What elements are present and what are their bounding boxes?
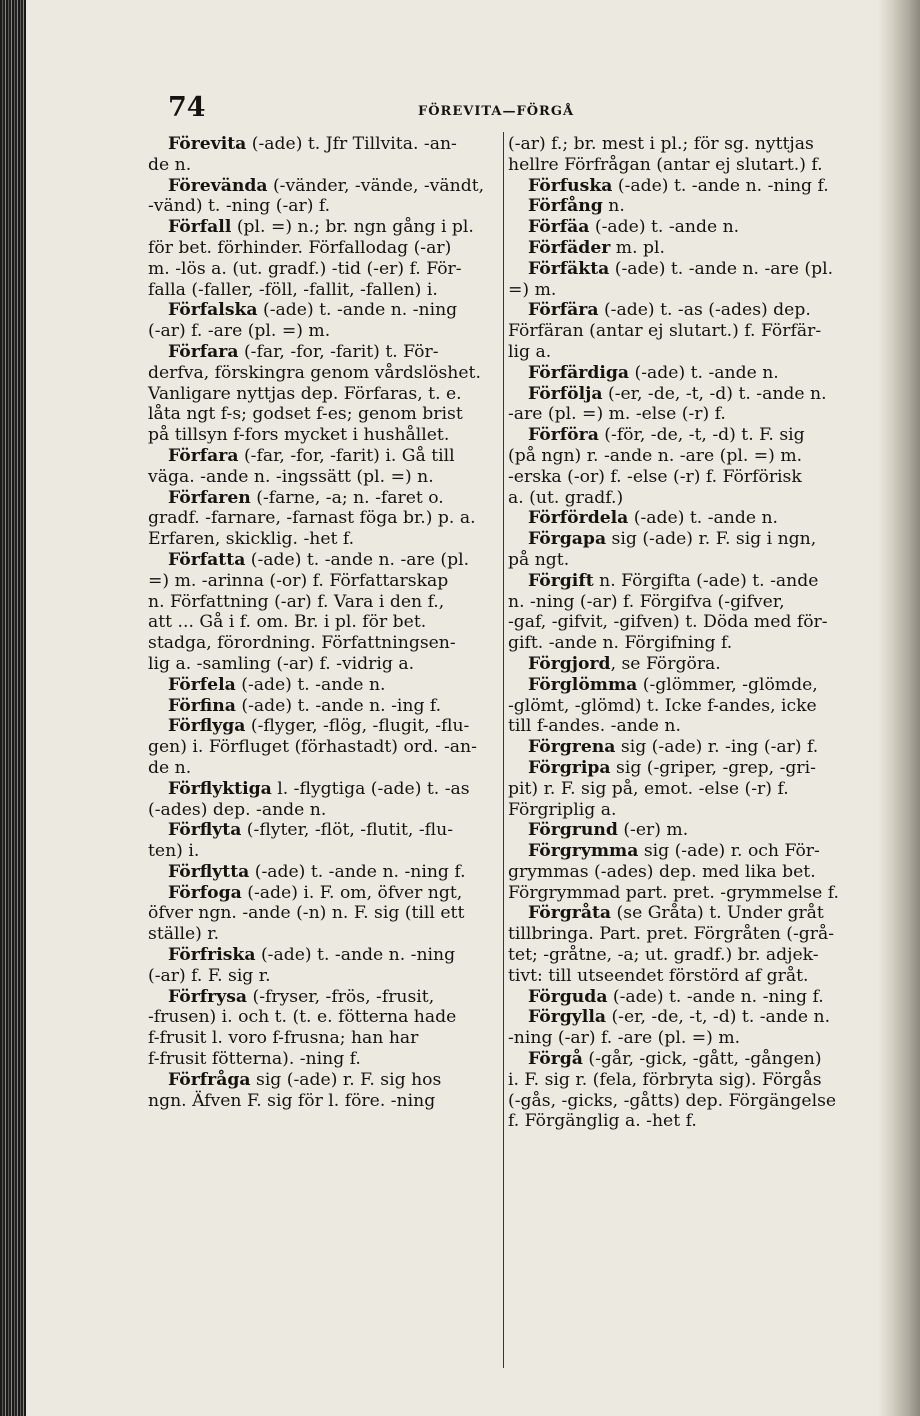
entry-text: pit) r. F. sig på, emot. -else (-r) f. xyxy=(508,778,789,799)
entry-line xyxy=(148,363,500,384)
entry-text: m. pl. xyxy=(610,237,665,258)
entry-text: grymmas (-ades) dep. med lika bet. xyxy=(508,861,816,882)
entry-line xyxy=(148,633,500,654)
entry-line xyxy=(148,196,500,217)
entry-text: =) m. -arinna (-or) f. Författarskap xyxy=(148,570,449,591)
entry-line xyxy=(508,1070,872,1091)
entry-text: de n. xyxy=(148,757,192,778)
entry-line xyxy=(148,987,500,1008)
entry-line xyxy=(508,342,872,363)
entry-text: (-glömmer, -glömde, xyxy=(637,674,818,695)
entry-text: (-ade) t. -ande n. xyxy=(628,508,779,529)
entry-text: tivt: till utseendet förstörd af gråt. xyxy=(508,965,809,986)
entry-text: (-flyter, -flöt, -flutit, -flu- xyxy=(241,820,454,841)
headword: Förfuska xyxy=(528,175,613,196)
entry-text: m. -lös a. (ut. gradf.) -tid (-er) f. För- xyxy=(148,258,462,279)
headword: Förgapa xyxy=(528,529,607,550)
entry-line xyxy=(508,217,872,238)
headword: Förfaren xyxy=(168,487,251,508)
entry-text: lig a. xyxy=(508,341,552,362)
headword: Förfäa xyxy=(528,217,590,238)
entry-text: ngn. Äfven F. sig för l. före. -ning xyxy=(148,1090,436,1111)
entry-line xyxy=(508,488,872,509)
entry-text: ten) i. xyxy=(148,841,200,862)
entry-line xyxy=(148,924,500,945)
entry-text: (se Gråta) t. Under gråt xyxy=(611,903,824,924)
entry-text: a. (ut. gradf.) xyxy=(508,487,624,508)
entry-text: väga. -ande n. -ingssätt (pl. =) n. xyxy=(148,466,434,487)
entry-text: Förgrymmad part. pret. -grymmelse f. xyxy=(508,882,839,903)
entry-line xyxy=(508,675,872,696)
headword: Förfina xyxy=(168,695,236,716)
page-header xyxy=(148,92,876,122)
headword: Förfång xyxy=(528,196,603,217)
entry-text: n. Förgifta (-ade) t. -ande xyxy=(593,570,819,591)
entry-text: (-ar) f. -are (pl. =) m. xyxy=(148,321,331,342)
entry-text: =) m. xyxy=(508,279,557,300)
entry-text: i. F. sig r. (fela, förbryta sig). Förgås xyxy=(508,1069,822,1090)
entry-line xyxy=(508,1049,872,1070)
entry-text: (-er, -de, -t, -d) t. -ande n. xyxy=(602,383,827,404)
headword: Förfråga xyxy=(168,1069,251,1090)
entry-line xyxy=(508,508,872,529)
running-head: FÖREVITA—FÖRGÅ xyxy=(418,104,575,119)
headword: Förfäder xyxy=(528,237,611,258)
entry-text: Förgriplig a. xyxy=(508,799,617,820)
entry-text: öfver ngn. -ande (-n) n. F. sig (till ett xyxy=(148,903,465,924)
entry-line xyxy=(148,134,500,155)
entry-line xyxy=(148,508,500,529)
entry-text: sig (-ade) r. F. sig i ngn, xyxy=(606,529,817,550)
headword: Förgråta xyxy=(528,903,612,924)
entry-text: Vanligare nyttjas dep. Förfaras, t. e. xyxy=(148,383,462,404)
entry-text: på ngt. xyxy=(508,549,570,570)
entry-line xyxy=(148,696,500,717)
entry-text: gift. -ande n. Förgifning f. xyxy=(508,633,733,654)
entry-line xyxy=(508,571,872,592)
entry-text: -are (pl. =) m. -else (-r) f. xyxy=(508,404,726,425)
entry-line xyxy=(148,903,500,924)
entry-text: (-ade) t. -ande n. xyxy=(589,217,740,238)
entry-line xyxy=(508,758,872,779)
entry-line xyxy=(508,384,872,405)
left-column xyxy=(148,134,500,1111)
entry-text: f. Förgänglig a. -het f. xyxy=(508,1111,697,1132)
entry-line xyxy=(508,800,872,821)
entry-text: (på ngn) r. -ande n. -are (pl. =) m. xyxy=(508,445,803,466)
entry-line xyxy=(148,529,500,550)
entry-text: (-ade) i. F. om, öfver ngt, xyxy=(241,882,463,903)
entry-line xyxy=(508,716,872,737)
entry-line xyxy=(148,862,500,883)
headword: Förfäkta xyxy=(528,258,610,279)
entry-text: (-går, -gick, -gått, -gången) xyxy=(582,1049,822,1070)
entry-text: -vänd) t. -ning (-ar) f. xyxy=(148,196,331,217)
entry-text: (-er, -de, -t, -d) t. -ande n. xyxy=(605,1007,831,1028)
entry-line xyxy=(148,176,500,197)
entry-text: n. xyxy=(602,196,625,217)
entry-text: tillbringa. Part. pret. Förgråten (-grå- xyxy=(508,924,835,945)
headword: Förgylla xyxy=(528,1007,606,1028)
entry-line xyxy=(508,987,872,1008)
headword: Förgjord xyxy=(528,653,611,674)
entry-line xyxy=(148,1091,500,1112)
entry-line xyxy=(508,654,872,675)
entry-text: (-ade) t. Jfr Tillvita. -an- xyxy=(246,134,457,154)
headword: Förflyktiga xyxy=(168,778,272,799)
headword: Förfära xyxy=(528,300,599,321)
entry-line xyxy=(148,654,500,675)
entry-text: (-ade) t. -ande n. -are (pl. xyxy=(245,549,470,570)
dictionary-page xyxy=(148,86,876,1376)
entry-line xyxy=(148,1007,500,1028)
headword: Förgrena xyxy=(528,737,616,758)
headword: Förgrund xyxy=(528,820,618,841)
headword: Förfördela xyxy=(528,508,629,529)
entry-text: falla (-faller, -föll, -fallit, -fallen) i. xyxy=(148,279,438,300)
entry-text: sig (-ade) r. F. sig hos xyxy=(250,1069,442,1090)
entry-text: -gaf, -gifvit, -gifven) t. Döda med för- xyxy=(508,612,828,633)
entry-line xyxy=(148,571,500,592)
entry-text: (-ar) f. F. sig r. xyxy=(148,965,271,986)
entry-line xyxy=(148,675,500,696)
entry-text: -erska (-or) f. -else (-r) f. Förförisk xyxy=(508,466,802,487)
entry-line xyxy=(148,446,500,467)
entry-text: låta ngt f-s; godset f-es; genom brist xyxy=(148,404,463,425)
entry-text: sig (-ade) r. och För- xyxy=(638,841,820,862)
entry-line xyxy=(148,737,500,758)
entry-text: (-ade) t. -as (-ades) dep. xyxy=(598,300,811,321)
entry-text: (-far, -for, -farit) t. För- xyxy=(238,341,439,362)
headword: Förguda xyxy=(528,986,608,1007)
entry-line xyxy=(508,903,872,924)
entry-line xyxy=(148,342,500,363)
entry-text: till f-andes. -ande n. xyxy=(508,716,681,737)
entry-line xyxy=(148,1028,500,1049)
entry-text: hellre Förfrågan (antar ej slutart.) f. xyxy=(508,154,823,175)
page-number: 74 xyxy=(168,92,206,123)
headword: Förflyga xyxy=(168,716,246,737)
entry-line xyxy=(508,280,872,301)
entry-line xyxy=(148,883,500,904)
entry-text: de n. xyxy=(148,154,192,175)
entry-line xyxy=(148,217,500,238)
entry-text: (-ade) t. -ande n. -ing f. xyxy=(235,695,442,716)
entry-line xyxy=(508,779,872,800)
right-column xyxy=(508,134,872,1132)
entry-line xyxy=(148,612,500,633)
entry-text: (-ade) t. -ande n. xyxy=(629,362,779,383)
entry-line xyxy=(148,259,500,280)
headword: Förglömma xyxy=(528,674,638,695)
entry-text: lig a. -samling (-ar) f. -vidrig a. xyxy=(148,653,415,674)
entry-line xyxy=(148,550,500,571)
entry-text: ställe) r. xyxy=(148,924,220,945)
entry-text: sig (-griper, -grep, -gri- xyxy=(610,757,816,778)
entry-text: stadga, förordning. Författningsen- xyxy=(148,633,456,654)
entry-line xyxy=(508,321,872,342)
headword: Förfela xyxy=(168,674,236,695)
entry-text: , se Förgöra. xyxy=(610,653,721,674)
entry-text: (-ade) t. -ande n. -ning f. xyxy=(607,986,824,1007)
headword: Förgift xyxy=(528,570,594,591)
scan-right-edge xyxy=(878,0,920,1416)
entry-text: n. -ning (-ar) f. Förgifva (-gifver, xyxy=(508,591,785,612)
headword: Förfara xyxy=(168,445,239,466)
entry-text: (-för, -de, -t, -d) t. F. sig xyxy=(598,425,805,446)
entry-line xyxy=(508,467,872,488)
entry-line xyxy=(508,612,872,633)
entry-line xyxy=(148,966,500,987)
entry-line xyxy=(508,550,872,571)
headword: Förfoga xyxy=(168,882,242,903)
entry-text: (-ades) dep. -ande n. xyxy=(148,799,327,820)
entry-line xyxy=(148,945,500,966)
entry-line xyxy=(148,841,500,862)
entry-text: (-flyger, -flög, -flugit, -flu- xyxy=(245,716,470,737)
entry-text: (-ade) t. -ande n. xyxy=(235,674,386,695)
entry-line xyxy=(508,1111,872,1132)
entry-text: (-fryser, -frös, -frusit, xyxy=(247,986,435,1007)
entry-text: (-ar) f.; br. mest i pl.; för sg. nyttjas xyxy=(508,134,814,154)
entry-text: gen) i. Förfluget (förhastadt) ord. -an- xyxy=(148,737,477,758)
headword: Förgå xyxy=(528,1049,583,1070)
headword: Förevända xyxy=(168,175,268,196)
entry-text: (-ade) t. -ande n. -ning f. xyxy=(612,175,829,196)
entry-line xyxy=(148,758,500,779)
entry-text: (-ade) t. -ande n. -ning xyxy=(257,300,458,321)
entry-line xyxy=(148,820,500,841)
entry-line xyxy=(508,592,872,613)
entry-line xyxy=(508,820,872,841)
entry-text: Erfaren, skicklig. -het f. xyxy=(148,529,355,550)
entry-text: derfva, förskingra genom vårdslöshet. xyxy=(148,362,481,383)
entry-line xyxy=(508,1091,872,1112)
entry-text: tet; -gråtne, -a; ut. gradf.) br. adjek- xyxy=(508,945,819,966)
headword: Förflytta xyxy=(168,861,250,882)
entry-line xyxy=(148,321,500,342)
entry-line xyxy=(148,467,500,488)
entry-text: n. Författning (-ar) f. Vara i den f., xyxy=(148,591,445,612)
entry-text: l. -flygtiga (-ade) t. -as xyxy=(271,778,470,799)
entry-text: (-ade) t. -ande n. -ning xyxy=(255,945,456,966)
entry-line xyxy=(148,800,500,821)
entry-line xyxy=(508,363,872,384)
entry-line xyxy=(508,404,872,425)
entry-text: för bet. förhinder. Förfallodag (-ar) xyxy=(148,237,452,258)
headword: Författa xyxy=(168,549,246,570)
entry-line xyxy=(508,425,872,446)
entry-line xyxy=(508,945,872,966)
entry-text: -frusen) i. och t. (t. e. fötterna hade xyxy=(148,1007,457,1028)
entry-line xyxy=(508,966,872,987)
entry-line xyxy=(148,779,500,800)
entry-line xyxy=(508,862,872,883)
scan-left-edge xyxy=(0,0,26,1416)
entry-line xyxy=(508,446,872,467)
entry-line xyxy=(508,529,872,550)
headword: Förevita xyxy=(168,134,247,154)
entry-text: (pl. =) n.; br. ngn gång i pl. xyxy=(231,217,474,238)
entry-text: -ning (-ar) f. -are (pl. =) m. xyxy=(508,1028,741,1049)
entry-line xyxy=(508,134,872,155)
entry-text: på tillsyn f-fors mycket i hushållet. xyxy=(148,425,450,446)
entry-line xyxy=(508,924,872,945)
entry-text: (-er) m. xyxy=(617,820,689,841)
entry-line xyxy=(508,155,872,176)
entry-text: att ... Gå i f. om. Br. i pl. för bet. xyxy=(148,612,427,633)
entry-line xyxy=(508,883,872,904)
entry-line xyxy=(148,592,500,613)
headword: Förfölja xyxy=(528,383,603,404)
entry-line xyxy=(148,404,500,425)
entry-line xyxy=(148,280,500,301)
headword: Förfriska xyxy=(168,945,256,966)
entry-line xyxy=(148,1070,500,1091)
entry-line xyxy=(508,633,872,654)
entry-line xyxy=(508,238,872,259)
entry-line xyxy=(148,238,500,259)
entry-line xyxy=(148,425,500,446)
headword: Förfara xyxy=(168,341,239,362)
entry-line xyxy=(148,384,500,405)
entry-line xyxy=(508,696,872,717)
entry-line xyxy=(508,259,872,280)
headword: Förgripa xyxy=(528,757,611,778)
headword: Förfall xyxy=(168,217,232,238)
entry-line xyxy=(508,737,872,758)
headword: Förgrymma xyxy=(528,841,639,862)
entry-line xyxy=(148,300,500,321)
entry-text: (-vänder, -vände, -vändt, xyxy=(267,175,485,196)
entry-line xyxy=(148,155,500,176)
entry-text: gradf. -farnare, -farnast föga br.) p. a. xyxy=(148,508,476,529)
headword: Förfrysa xyxy=(168,986,248,1007)
entry-text: Förfäran (antar ej slutart.) f. Förfär- xyxy=(508,321,822,342)
entry-line xyxy=(508,1028,872,1049)
entry-line xyxy=(508,841,872,862)
entry-line xyxy=(148,1049,500,1070)
headword: Förflyta xyxy=(168,820,242,841)
entry-line xyxy=(148,488,500,509)
entry-line xyxy=(508,1007,872,1028)
entry-text: f-frusit fötterna). -ning f. xyxy=(148,1049,361,1070)
entry-line xyxy=(148,716,500,737)
entry-text: (-ade) t. -ande n. -are (pl. xyxy=(609,258,834,279)
entry-text: f-frusit l. voro f-frusna; han har xyxy=(148,1028,419,1049)
entry-text: -glömt, -glömd) t. Icke f-andes, icke xyxy=(508,695,817,716)
entry-text: (-farne, -a; n. -faret o. xyxy=(250,487,444,508)
entry-text: sig (-ade) r. -ing (-ar) f. xyxy=(615,737,819,758)
column-divider xyxy=(503,132,504,1368)
entry-line xyxy=(508,176,872,197)
headword: Förfalska xyxy=(168,300,258,321)
entry-text: (-ade) t. -ande n. -ning f. xyxy=(249,861,466,882)
entry-text: (-far, -for, -farit) i. Gå till xyxy=(238,445,455,466)
entry-line xyxy=(508,300,872,321)
entry-text: (-gås, -gicks, -gåtts) dep. Förgängelse xyxy=(508,1090,837,1111)
headword: Förfärdiga xyxy=(528,362,630,383)
headword: Förföra xyxy=(528,425,599,446)
entry-line xyxy=(508,196,872,217)
